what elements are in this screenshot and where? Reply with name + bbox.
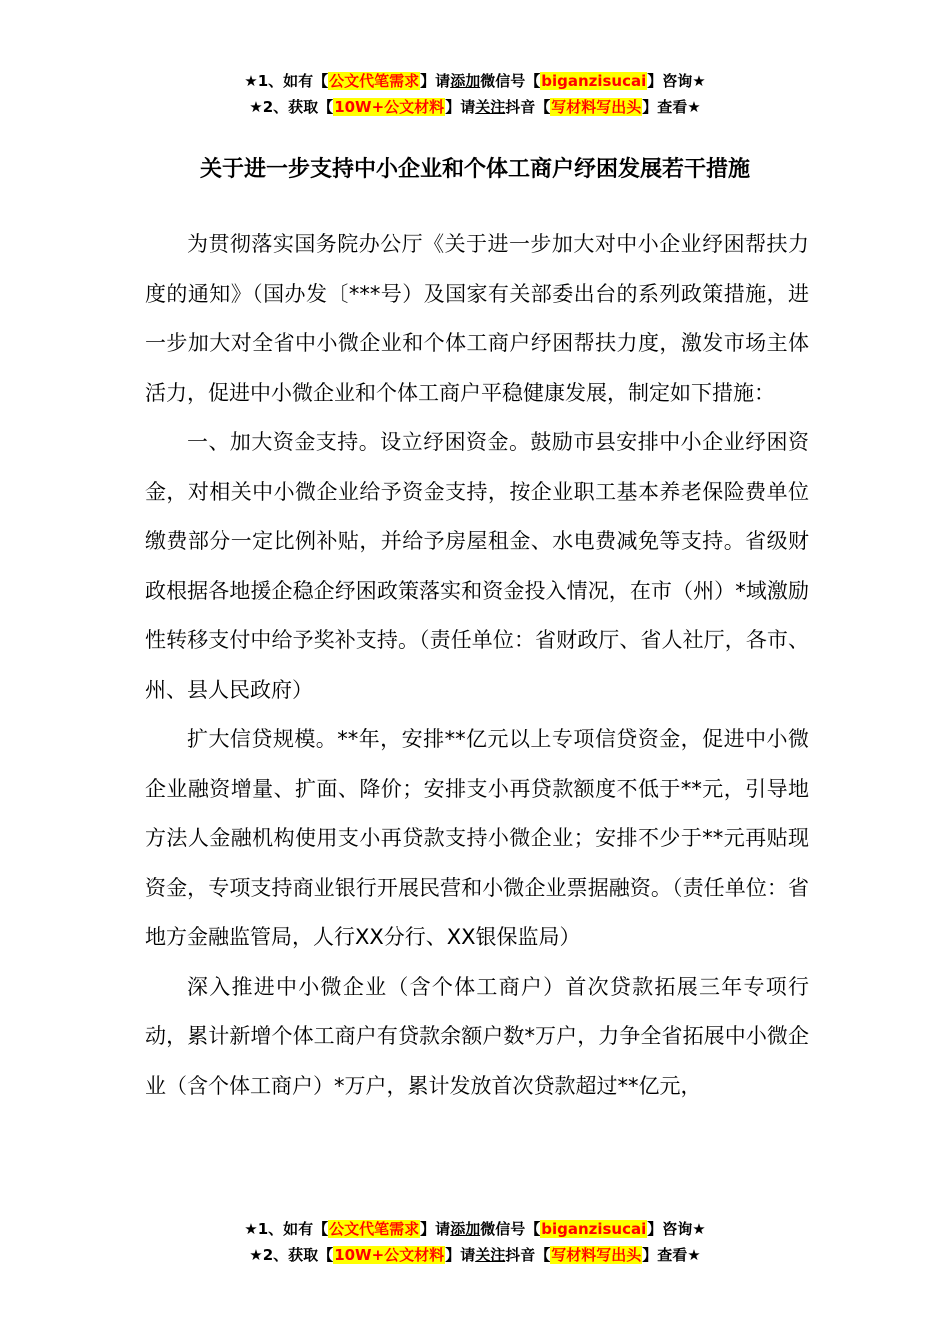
ad-text: ★2、获取【 — [249, 98, 334, 116]
ad-line-1 — [0, 68, 950, 94]
ad-text: 微信号【 — [480, 72, 541, 90]
ad-text: 】请 — [420, 1220, 451, 1238]
paragraph-intro: 为贯彻落实国务院办公厅《关于进一步加大对中小企业纾困帮扶力度的通知》（国办发〔***号）及国家有关部委出台的系列政策措施，进一步加大对全省中小微企业和个体工商户纾困帮扶力度，激发市场主体活力，促进中小微企业和个体工商户平稳健康发展，制定如下措施： — [145, 232, 809, 405]
ad-highlight-materials: 10W+公文材料 — [334, 1246, 445, 1264]
ad-highlight-materials: 10W+公文材料 — [334, 98, 445, 116]
ad-line-2 — [0, 94, 950, 120]
ad-text: ★1、如有【 — [244, 72, 329, 90]
paragraph-funding: 一、加大资金支持。设立纾困资金。鼓励市县安排中小企业纾困资金，对相关中小微企业给予资金支持，按企业职工基本养老保险费单位缴费部分一定比例补贴，并给予房屋租金、水电费减免等支持。省级财政根据各地援企稳企纾困政策落实和资金投入情况，在市（州）*域激励性转移支付中给予奖补支持。（责任单位：省财政厅、省人社厅，各市、州、县人民政府） — [145, 430, 809, 702]
header-ad-banner — [0, 68, 950, 120]
ad-underline-add: 添加 — [450, 1220, 481, 1238]
ad-text: 】请 — [445, 98, 476, 116]
ad-text: 】请 — [445, 1246, 476, 1264]
ad-highlight-service: 公文代笔需求 — [329, 1220, 420, 1238]
document-title: 关于进一步支持中小企业和个体工商户纾困发展若干措施 — [199, 157, 750, 182]
ad-highlight-service: 公文代笔需求 — [329, 72, 420, 90]
ad-text: 】咨询★ — [647, 1220, 706, 1238]
ad-text: ★1、如有【 — [244, 1220, 329, 1238]
ad-highlight-wechat-id: biganzisucai — [541, 1220, 647, 1238]
ad-text: 抖音【 — [505, 98, 551, 116]
ad-text: 抖音【 — [505, 1246, 551, 1264]
paragraph-first-loan: 深入推进中小微企业（含个体工商户）首次贷款拓展三年专项行动，累计新增个体工商户有贷款余额户数*万户，力争全省拓展中小微企业（含个体工商户）*万户，累计发放首次贷款超过**亿元， — [145, 974, 809, 1098]
ad-line-1 — [0, 1216, 950, 1242]
ad-underline-add: 添加 — [450, 72, 481, 90]
ad-highlight-douyin-id: 写材料写出头 — [551, 1246, 642, 1264]
ad-text: 】咨询★ — [647, 72, 706, 90]
ad-text: ★2、获取【 — [249, 1246, 334, 1264]
ad-text: 】请 — [420, 72, 451, 90]
ad-underline-follow: 关注 — [475, 1246, 506, 1264]
footer-ad-banner — [0, 1216, 950, 1268]
ad-underline-follow: 关注 — [475, 98, 506, 116]
ad-highlight-douyin-id: 写材料写出头 — [551, 98, 642, 116]
ad-line-2 — [0, 1242, 950, 1268]
ad-highlight-wechat-id: biganzisucai — [541, 72, 647, 90]
document-body — [145, 220, 809, 1111]
ad-text: 】查看★ — [642, 98, 701, 116]
ad-text: 】查看★ — [642, 1246, 701, 1264]
paragraph-credit: 扩大信贷规模。**年，安排**亿元以上专项信贷资金，促进中小微企业融资增量、扩面、降价；安排支小再贷款额度不低于**元，引导地方法人金融机构使用支小再贷款支持小微企业；安排不少于**元再贴现资金，专项支持商业银行开展民营和小微企业票据融资。（责任单位：省地方金融监管局，人行XX分行、XX银保监局） — [145, 727, 809, 949]
ad-text: 微信号【 — [480, 1220, 541, 1238]
